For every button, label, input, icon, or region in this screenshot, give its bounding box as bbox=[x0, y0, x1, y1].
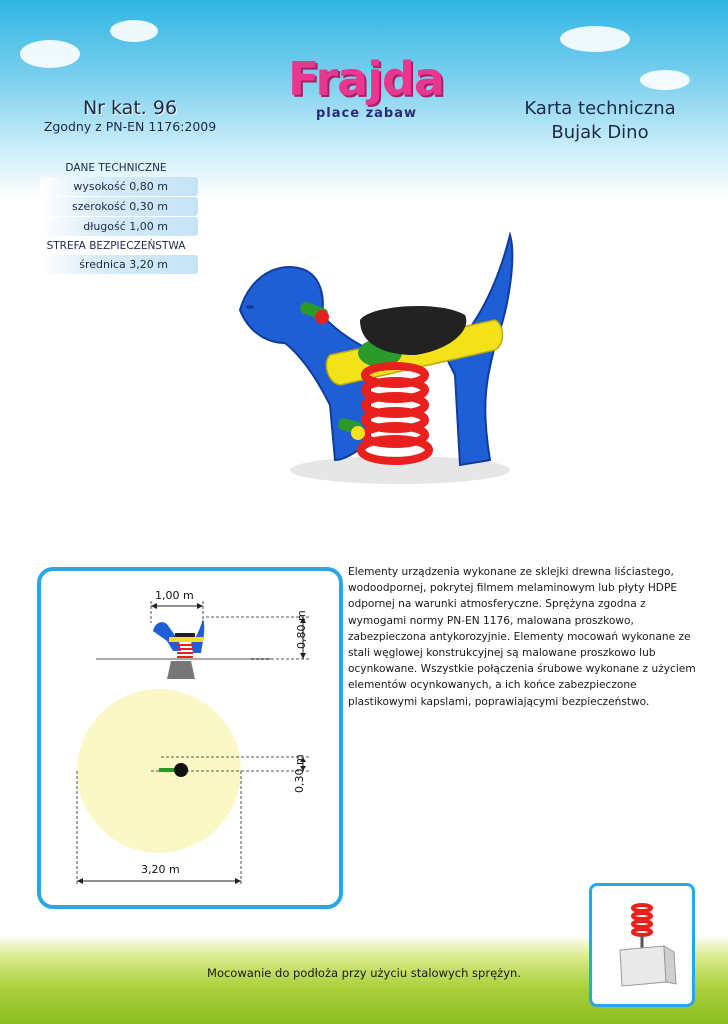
safety-zone-row: średnica 3,20 m bbox=[40, 255, 198, 274]
brand-logo-tagline: place zabaw bbox=[316, 106, 418, 121]
dimension-drawing-panel bbox=[37, 567, 343, 909]
cloud bbox=[560, 26, 630, 52]
brand-logo-word: Frajda bbox=[288, 52, 444, 106]
technical-data-row: wysokość 0,80 m bbox=[40, 177, 198, 196]
cloud bbox=[20, 40, 80, 68]
technical-data-header: DANE TECHNICZNE bbox=[65, 162, 167, 174]
mounting-detail-panel bbox=[589, 883, 695, 1007]
spring-mount-illustration bbox=[592, 886, 692, 1004]
catalog-block bbox=[40, 97, 220, 134]
mounting-note: Mocowanie do podłoża przy użyciu stalowych sprężyn. bbox=[207, 966, 521, 980]
height-dimension-label: 0,80 m bbox=[295, 610, 308, 649]
cloud bbox=[640, 70, 690, 90]
technical-data-row: długość 1,00 m bbox=[40, 217, 198, 236]
catalog-number: Nr kat. 96 bbox=[82, 97, 178, 119]
catalog-standard: Zgodny z PN-EN 1176:2009 bbox=[43, 119, 217, 134]
product-description: Elementy urządzenia wykonane ze sklejki drewna liściastego, wodoodpornej, pokrytej filmem melaminowym lub płyty HDPE odpornej na warunki atmosferyczne. Sprężyna zgodna z wymogami normy PN-EN 1176, malowana proszkowo, zabezpieczona antykorozyjnie. Elementy mocowań wykonane ze stali węglowej konstrukcyjnej są malowane proszkowo lub ocynkowane. Wszystkie połączenia śrubowe wykonane z użyciem elementów ocynkowanych, a ich końce zabezpieczone plastikowymi kapslami, poprawiającymi bezpieczeństwo. bbox=[348, 566, 696, 708]
sheet-title-block bbox=[500, 97, 700, 145]
technical-data-row: szerokość 0,30 m bbox=[40, 197, 198, 216]
diameter-dimension-label: 3,20 m bbox=[141, 863, 180, 876]
dino-rocker-illustration bbox=[210, 225, 530, 495]
length-dimension-label: 1,00 m bbox=[155, 589, 194, 602]
product-name: Bujak Dino bbox=[551, 122, 649, 143]
technical-data-panel bbox=[28, 162, 204, 275]
brand-logo bbox=[278, 52, 458, 132]
safety-zone-header: STREFA BEZPIECZEŃSTWA bbox=[46, 240, 186, 252]
width-dimension-label: 0,30 m bbox=[293, 754, 306, 793]
sheet-title: Karta techniczna bbox=[524, 98, 676, 119]
cloud bbox=[110, 20, 158, 42]
